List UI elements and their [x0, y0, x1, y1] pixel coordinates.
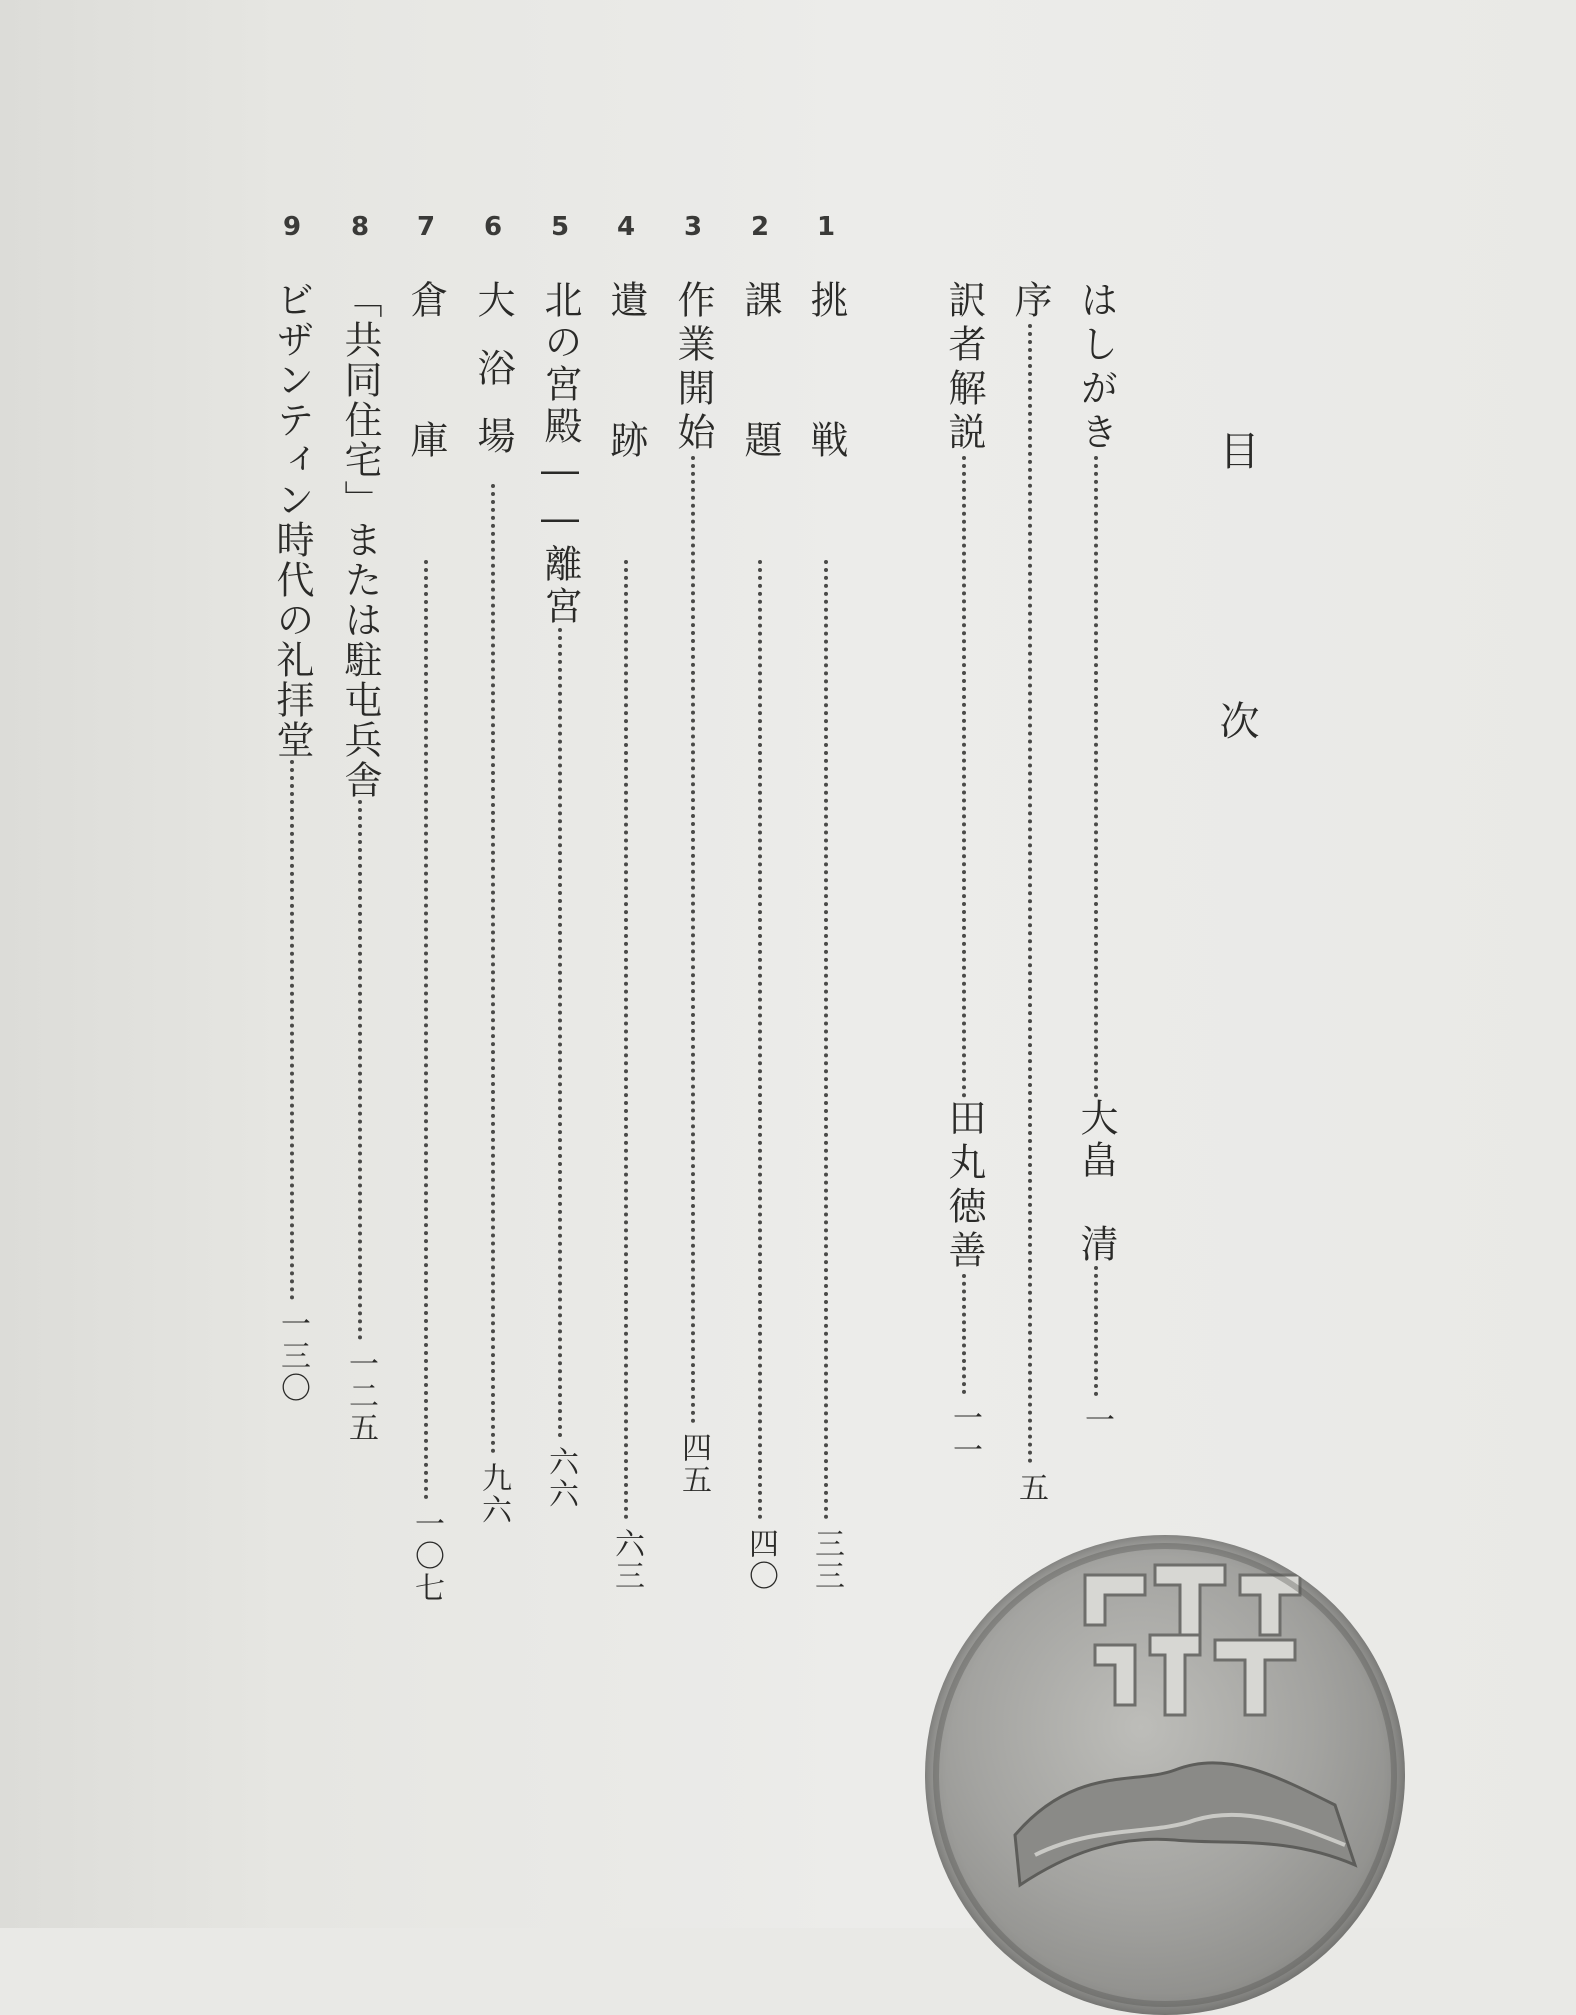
chapter-title: 北の宮殿――離宮: [538, 280, 582, 628]
front-entry-title: 訳者解説: [942, 280, 986, 456]
chapter-entry-8: [338, 280, 382, 1444]
toc-heading-text: 目次: [1213, 430, 1259, 970]
chapter-number: 8: [350, 212, 370, 242]
chapter-number: 4: [616, 212, 636, 242]
chapter-title: 課題: [738, 280, 782, 560]
chapter-entry-4: [604, 280, 648, 1592]
leader-dots: [962, 456, 966, 1098]
chapter-page: 四〇: [743, 1528, 778, 1592]
leader-dots: [691, 456, 695, 1424]
front-entry-translator-notes: [942, 280, 986, 1466]
chapter-title: ビザンティン時代の礼拝堂: [270, 280, 314, 760]
leader-dots: [962, 1274, 966, 1394]
chapter-entry-1: [804, 280, 848, 1592]
leader-dots: [558, 628, 562, 1438]
chapter-entry-9: [270, 280, 314, 1404]
front-entry-preface-notes: [1074, 280, 1118, 1436]
leader-dots: [1094, 456, 1098, 1098]
chapter-title: 大浴場: [471, 280, 515, 484]
chapter-number: 5: [550, 212, 570, 242]
chapter-page: 六三: [609, 1528, 644, 1592]
chapter-title: 遺跡: [604, 280, 648, 560]
medallion-rim: [933, 1543, 1397, 2007]
chapter-page: 一三〇: [275, 1308, 310, 1404]
chapter-title: 倉庫: [404, 280, 448, 560]
chapter-page: 六六: [543, 1446, 578, 1510]
leader-dots: [1028, 324, 1032, 1464]
front-entry-author: 田丸徳善: [942, 1098, 986, 1274]
chapter-title: 「共同住宅」または駐屯兵舎: [338, 280, 382, 800]
chapter-entry-7: [404, 280, 448, 1604]
front-entry-title: 序: [1008, 280, 1052, 324]
front-entry-title: はしがき: [1074, 280, 1118, 456]
chapter-page: 一二五: [343, 1348, 378, 1444]
chapter-entry-5: [538, 280, 582, 1510]
leader-dots: [358, 800, 362, 1340]
chapter-number: 6: [483, 212, 503, 242]
toc-heading: [1214, 430, 1258, 970]
chapter-number: 7: [416, 212, 436, 242]
chapter-page: 四五: [676, 1432, 711, 1496]
medallion-image: [925, 1535, 1405, 2015]
front-entry-page: 五: [1013, 1472, 1048, 1504]
chapter-title: 挑戦: [804, 280, 848, 560]
front-entry-foreword: [1008, 280, 1052, 1504]
leader-dots: [424, 560, 428, 1500]
chapter-number: 9: [282, 212, 302, 242]
front-entry-author: 大畠 清: [1074, 1098, 1118, 1266]
front-entry-page: 一一: [947, 1402, 982, 1466]
chapter-entry-2: [738, 280, 782, 1592]
front-entry-page: 一: [1079, 1404, 1114, 1436]
chapter-number: 1: [816, 212, 836, 242]
chapter-page: 一〇七: [409, 1508, 444, 1604]
leader-dots: [491, 484, 495, 1454]
chapter-number: 2: [750, 212, 770, 242]
leader-dots: [824, 560, 828, 1520]
leader-dots: [1094, 1266, 1098, 1396]
chapter-number: 3: [683, 212, 703, 242]
chapter-title: 作業開始: [671, 280, 715, 456]
chapter-page: 三三: [809, 1528, 844, 1592]
chapter-entry-3: [671, 280, 715, 1496]
chapter-entry-6: [471, 280, 515, 1526]
leader-dots: [290, 760, 294, 1300]
chapter-page: 九六: [476, 1462, 511, 1526]
leader-dots: [624, 560, 628, 1520]
leader-dots: [758, 560, 762, 1520]
